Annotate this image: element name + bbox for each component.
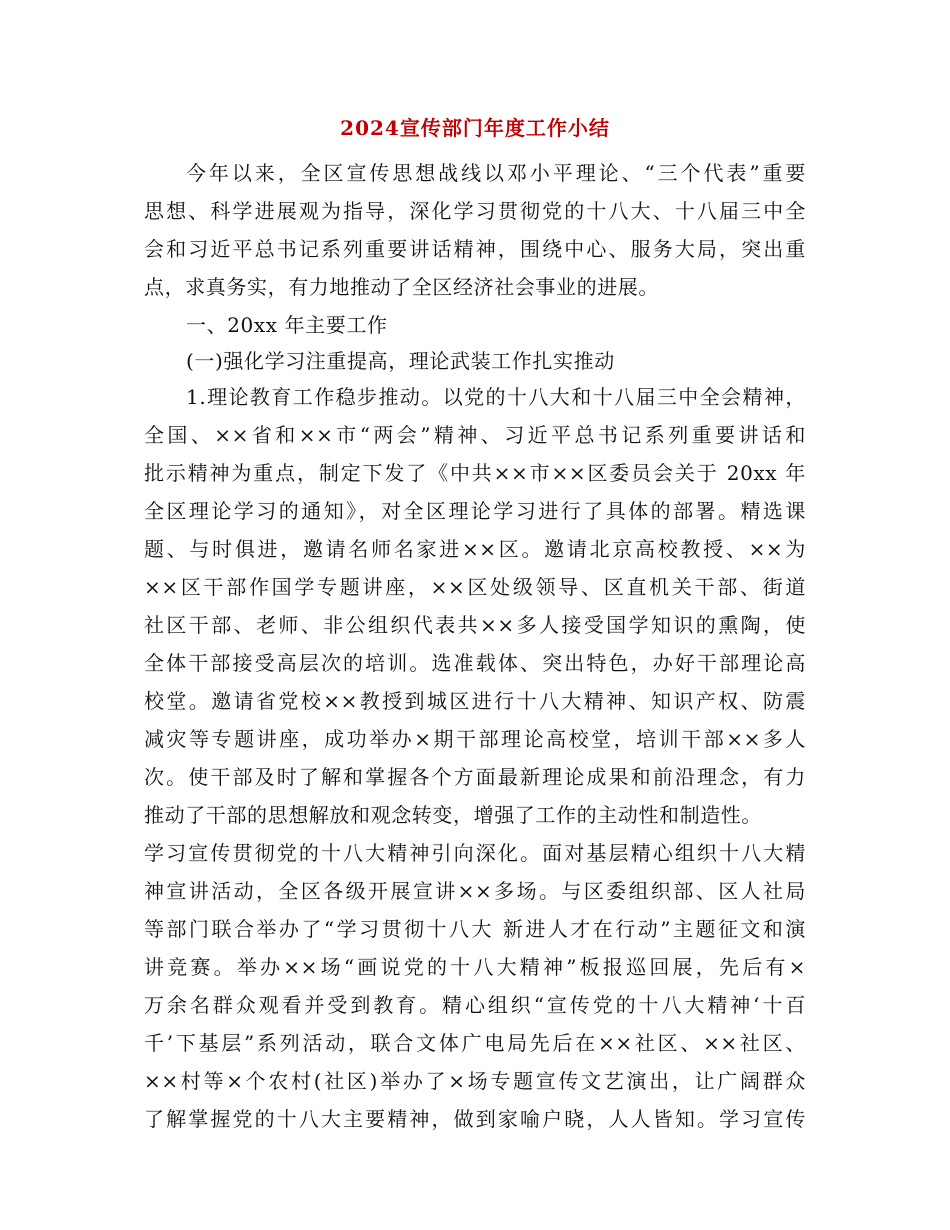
paragraph-line: 社区干部、老师、非公组织代表共××多人接受国学知识的熏陶，使	[144, 613, 806, 637]
paragraph-line: 次。使干部及时了解和掌握各个方面最新理论成果和前沿理念，有力	[144, 765, 806, 789]
paragraph-line: 等部门联合举办了“学习贯彻十八大 新进人才在行动”主题征文和演	[144, 917, 806, 941]
paragraph-line: 题、与时俱进，邀请名师名家进××区。邀请北京高校教授、××为	[144, 537, 806, 561]
section-heading: 一、20xx 年主要工作	[186, 313, 388, 337]
paragraph-line: 学习宣传贯彻党的十八大精神引向深化。面对基层精心组织十八大精	[144, 841, 806, 865]
paragraph-line: 校堂。邀请省党校××教授到城区进行十八大精神、知识产权、防震	[144, 689, 806, 713]
paragraph-line: 全国、××省和××市“两会”精神、习近平总书记系列重要讲话和	[144, 423, 806, 447]
paragraph-line: 了解掌握党的十八大主要精神，做到家喻户晓，人人皆知。学习宣传	[144, 1107, 806, 1131]
paragraph-line: 推动了干部的思想解放和观念转变，增强了工作的主动性和制造性。	[144, 803, 762, 827]
paragraph-line: 点，求真务实，有力地推动了全区经济社会事业的进展。	[144, 275, 659, 299]
paragraph-line: ××区干部作国学专题讲座，××区处级领导、区直机关干部、街道	[144, 575, 806, 599]
paragraph-line: 万余名群众观看并受到教育。精心组织“宣传党的十八大精神‘十百	[144, 993, 806, 1017]
subsection-heading: (一)强化学习注重提高，理论武装工作扎实推动	[186, 349, 615, 373]
paragraph-line: 神宣讲活动，全区各级开展宣讲××多场。与区委组织部、区人社局	[144, 879, 806, 903]
paragraph-line: ××村等×个农村(社区)举办了×场专题宣传文艺演出，让广阔群众	[144, 1069, 806, 1093]
document-title: 2024宣传部门年度工作小结	[340, 116, 610, 140]
paragraph-line: 1.理论教育工作稳步推动。以党的十八大和十八届三中全会精神，	[186, 385, 806, 409]
paragraph-line: 千’下基层”系列活动，联合文体广电局先后在××社区、××社区、	[144, 1031, 806, 1055]
paragraph-line: 批示精神为重点，制定下发了《中共××市××区委员会关于 20xx 年	[144, 461, 806, 485]
paragraph-line: 全体干部接受高层次的培训。选准载体、突出特色，办好干部理论高	[144, 651, 806, 675]
paragraph-line: 讲竞赛。举办××场“画说党的十八大精神”板报巡回展，先后有×	[144, 955, 806, 979]
paragraph-line: 会和习近平总书记系列重要讲话精神，围绕中心、服务大局，突出重	[144, 237, 806, 261]
paragraph-line: 思想、科学进展观为指导，深化学习贯彻党的十八大、十八届三中全	[144, 199, 806, 223]
paragraph-line: 减灾等专题讲座，成功举办×期干部理论高校堂，培训干部××多人	[144, 727, 806, 751]
paragraph-line: 全区理论学习的通知》，对全区理论学习进行了具体的部署。精选课	[144, 499, 806, 523]
paragraph-line: 今年以来，全区宣传思想战线以邓小平理论、“三个代表”重要	[186, 161, 806, 185]
